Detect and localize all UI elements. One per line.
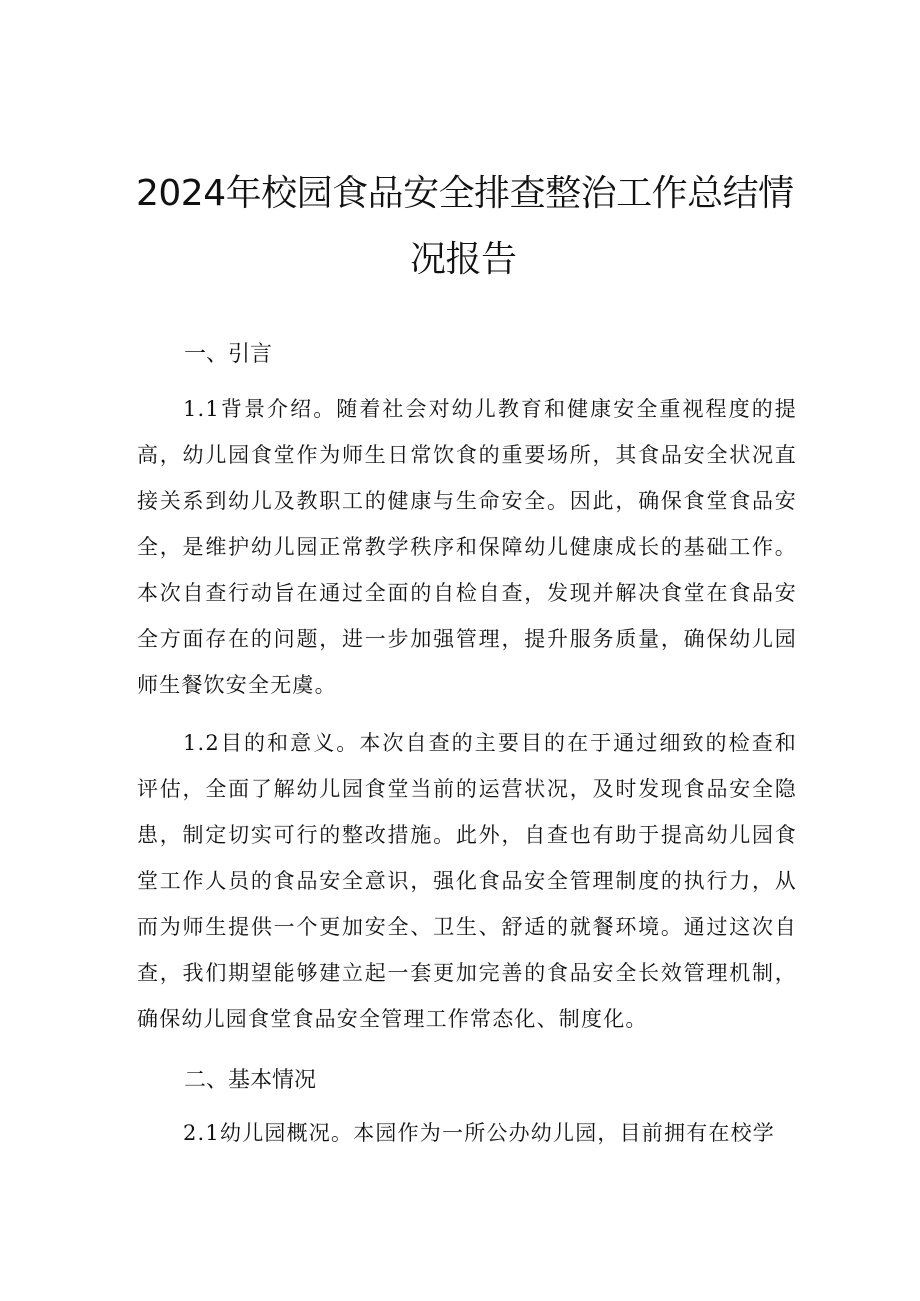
document-title-line-2: 况报告 — [410, 239, 517, 280]
section-heading-basic-situation: 二、基本情况 — [184, 1068, 317, 1093]
paragraph-purpose — [137, 720, 797, 1042]
paragraph-purpose-text: 1.2目的和意义。本次自查的主要目的在于通过细致的检查和评估，全面了解幼儿园食堂当前的运营状况，及时发现食品安全隐患，制定切实可行的整改措施。此外，自查也有助于提高幼儿园食堂工作人员的食品安全意识，强化食品安全管理制度的执行力，从而为师生提供一个更加安全、卫生、舒适的就餐环境。通过这次自查，我们期望能够建立起一套更加完善的食品安全长效管理机制，确保幼儿园食堂食品安全管理工作常态化、制度化。 — [137, 731, 797, 1031]
section-heading-introduction: 一、引言 — [184, 342, 273, 367]
paragraph-background — [137, 386, 797, 708]
paragraph-kindergarten-overview — [137, 1110, 797, 1156]
paragraph-background-text: 1.1背景介绍。随着社会对幼儿教育和健康安全重视程度的提高，幼儿园食堂作为师生日常饮食的重要场所，其食品安全状况直接关系到幼儿及教职工的健康与生命安全。因此，确保食堂食品安全，是维护幼儿园正常教学秩序和保障幼儿健康成长的基础工作。本次自查行动旨在通过全面的自检自查，发现并解决食堂在食品安全方面存在的问题，进一步加强管理，提升服务质量，确保幼儿园师生餐饮安全无虞。 — [137, 397, 797, 697]
paragraph-kindergarten-overview-text: 2.1幼儿园概况。本园作为一所公办幼儿园，目前拥有在校学 — [183, 1121, 775, 1145]
document-title-line-1: 2024年校园食品安全排查整治工作总结情 — [136, 173, 794, 214]
